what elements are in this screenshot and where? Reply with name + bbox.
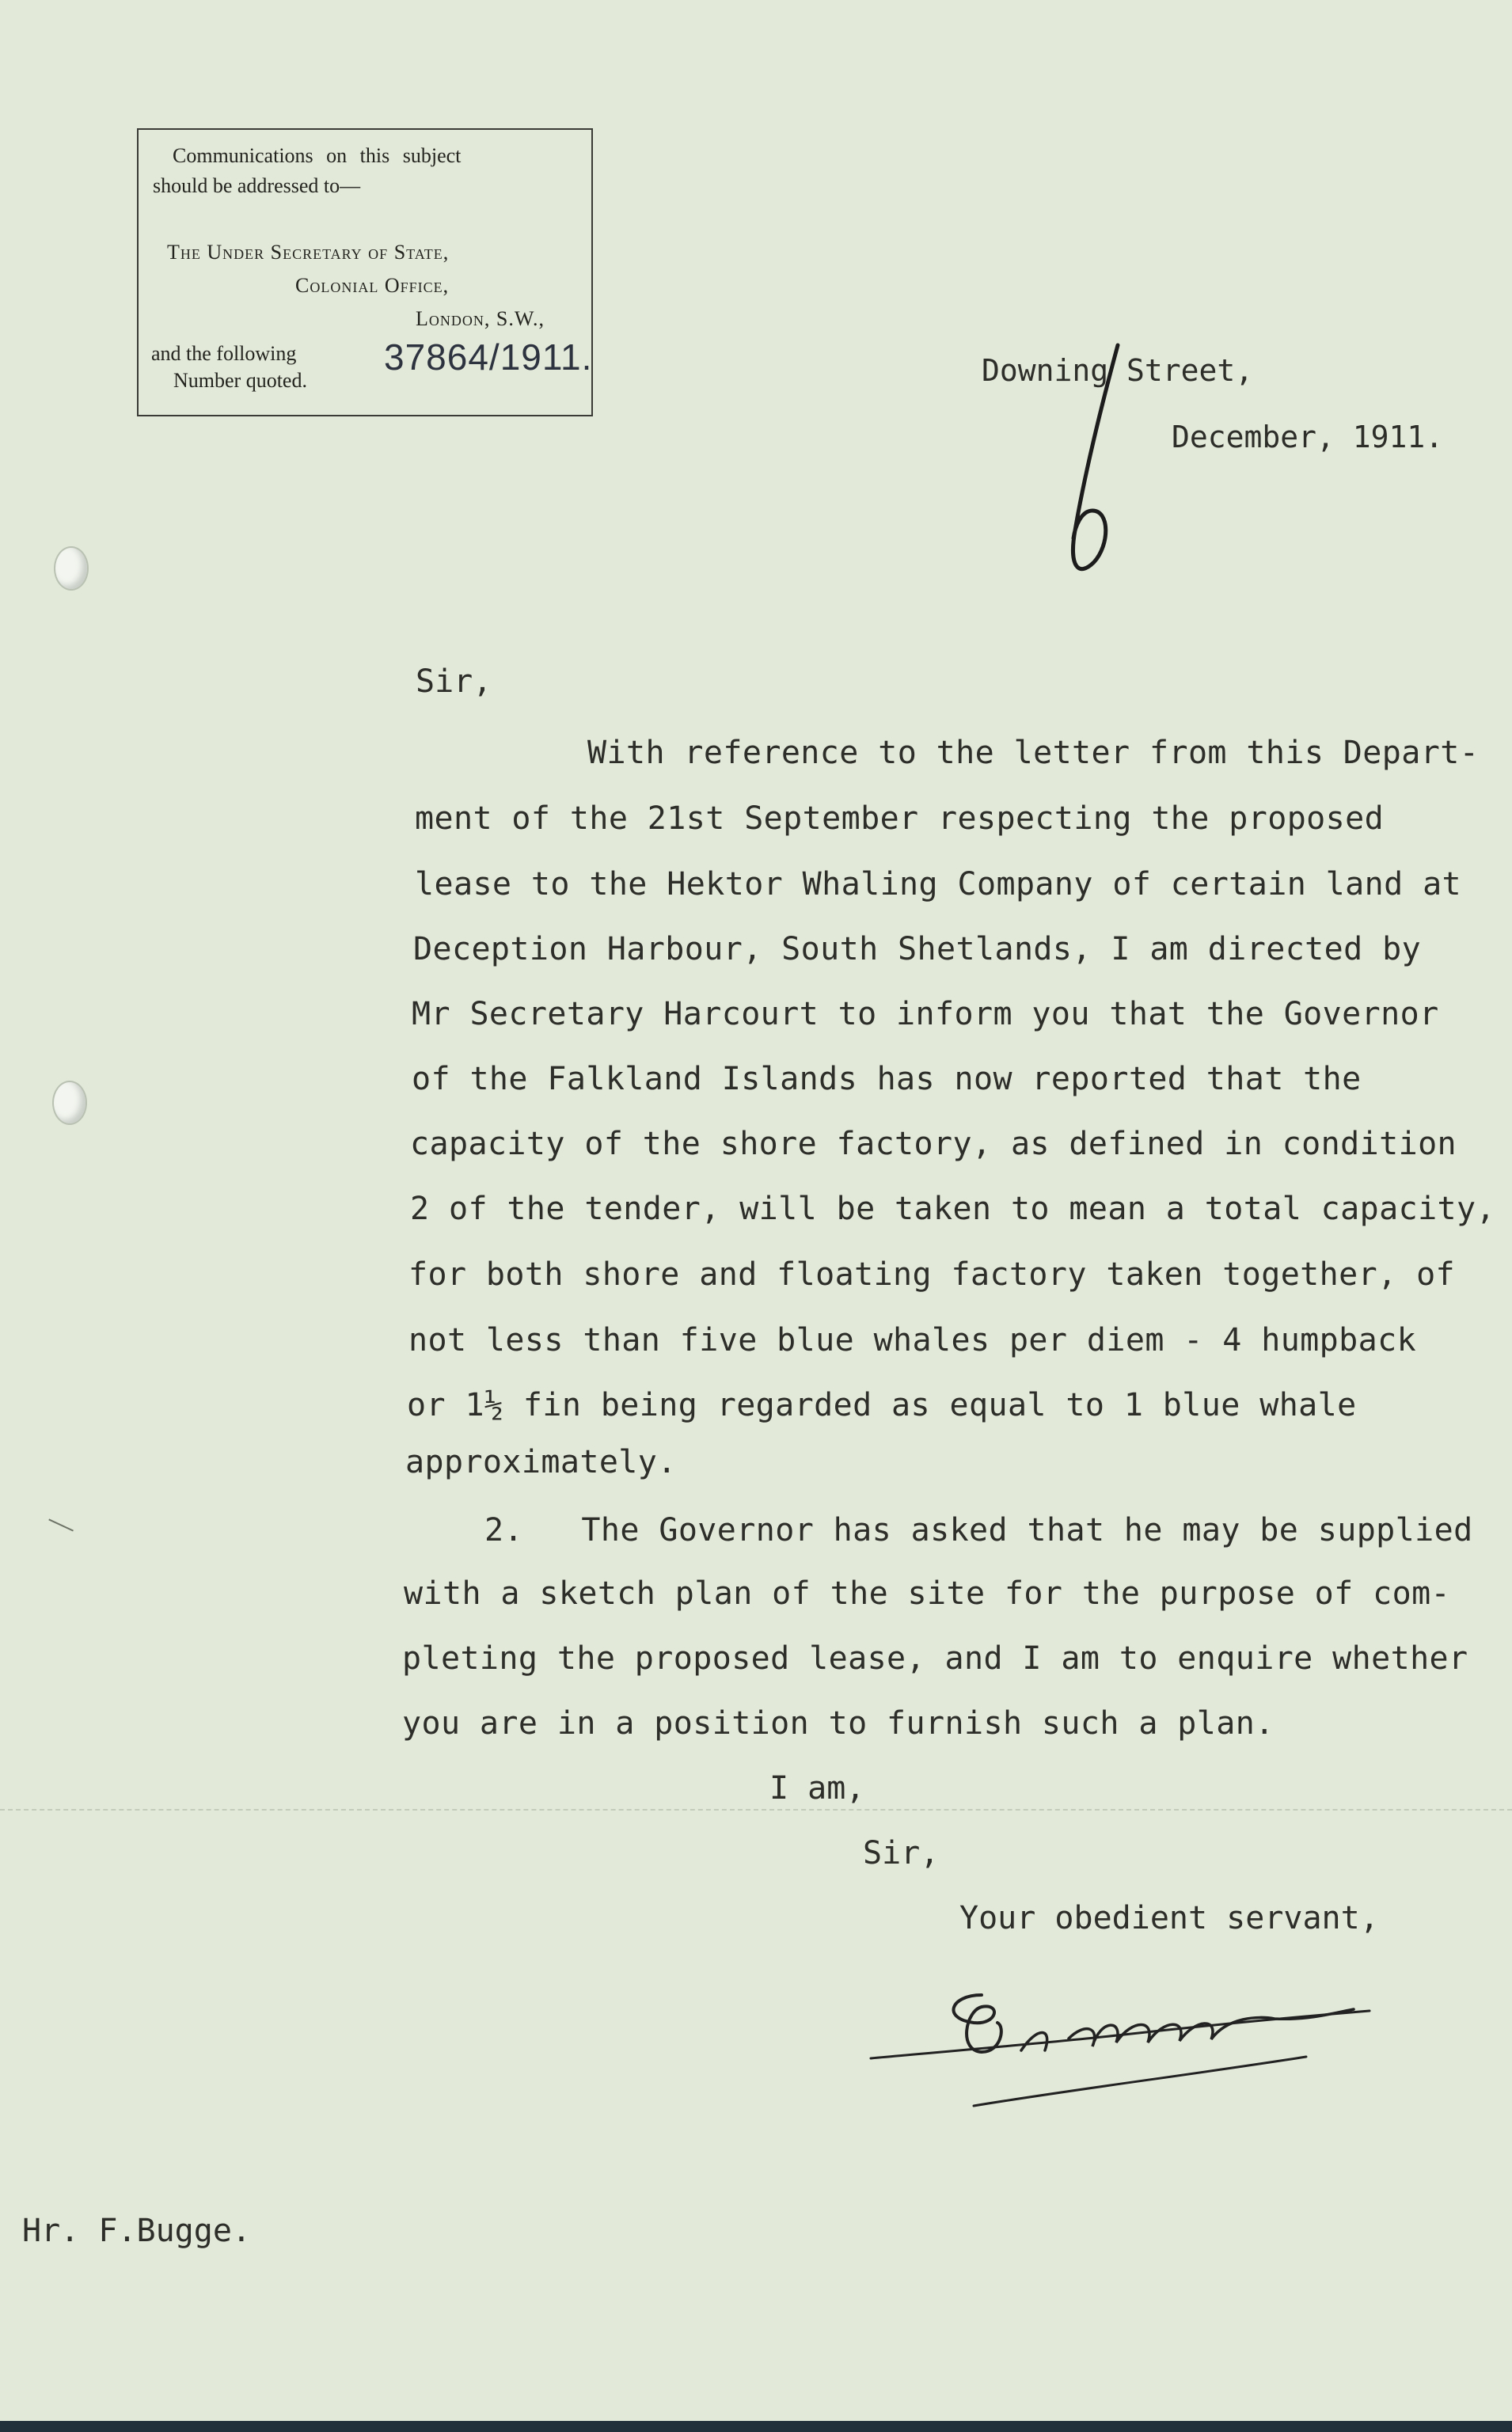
address-street: Downing Street, xyxy=(982,353,1254,388)
body-line: of the Falkland Islands has now reported that the xyxy=(412,1061,1362,1097)
body-line: ment of the 21st September respecting the proposed xyxy=(415,800,1385,837)
punch-hole xyxy=(54,546,89,591)
stamp-line: The Under Secretary of State, xyxy=(167,241,450,264)
reference-number: 37864/1911. xyxy=(384,336,593,378)
stamp-line: Communications on this subject xyxy=(173,144,462,167)
body-line: with a sketch plan of the site for the purpose of com- xyxy=(404,1575,1451,1612)
body-line: approximately. xyxy=(405,1444,677,1480)
letter-date: December, 1911. xyxy=(1172,420,1444,454)
body-line: capacity of the shore factory, as defined in condition xyxy=(410,1126,1457,1162)
closing-servant: Your obedient servant, xyxy=(959,1900,1379,1936)
handwritten-day xyxy=(1061,340,1148,586)
body-line: 2. The Governor has asked that he may be supplied xyxy=(484,1512,1473,1548)
stamp-line: and the following xyxy=(151,342,297,365)
body-line: Mr Secretary Harcourt to inform you that the Governor xyxy=(412,996,1439,1032)
body-line: 2 of the tender, will be taken to mean a total capacity, xyxy=(410,1191,1495,1227)
signature xyxy=(863,1963,1385,2122)
body-line: Deception Harbour, South Shetlands, I am directed by xyxy=(413,931,1422,967)
salutation: Sir, xyxy=(416,663,492,700)
address-stamp-box xyxy=(137,128,593,416)
body-line: for both shore and floating factory taken together, of xyxy=(408,1256,1456,1293)
body-line: lease to the Hektor Whaling Company of certain land at xyxy=(415,866,1462,902)
closing-sir: Sir, xyxy=(863,1835,940,1872)
punch-hole xyxy=(52,1081,87,1125)
body-line: or 1½ fin being regarded as equal to 1 blue whale xyxy=(407,1387,1357,1423)
body-line: pleting the proposed lease, and I am to enquire whether xyxy=(402,1640,1468,1677)
body-line: you are in a position to furnish such a plan. xyxy=(402,1705,1275,1742)
stamp-line: should be addressed to— xyxy=(153,174,361,197)
body-line: With reference to the letter from this Depart- xyxy=(587,735,1480,771)
stamp-line: Number quoted. xyxy=(173,369,307,392)
scan-edge xyxy=(0,2421,1512,2432)
closing-i-am: I am, xyxy=(769,1770,865,1807)
stamp-line: Colonial Office, xyxy=(295,274,450,297)
stamp-line: London, S.W., xyxy=(416,307,545,330)
addressee: Hr. F.Bugge. xyxy=(22,2213,251,2249)
fold-line xyxy=(0,1809,1512,1811)
body-line: not less than five blue whales per diem - 4 humpback xyxy=(408,1322,1417,1358)
